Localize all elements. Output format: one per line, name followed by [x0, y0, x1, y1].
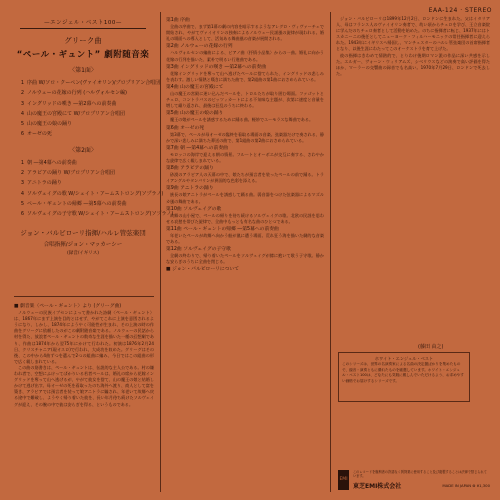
track-item: 3 イングリッドの嘆き ―第2幕への前奏曲 — [20, 100, 117, 107]
track-item: 4 山の魔王の宮殿にて W/ブロプリアン合唱団 — [20, 110, 125, 117]
barbirolli-heading: ■ ジョン・バルビローリについて — [166, 267, 240, 273]
track-item: 6 ソルヴェイグの子守歌 W/シェイト・アームストロング(ソプラノ) — [20, 211, 174, 218]
section-body: 全劇の終わりで、帰り着いたペールをソルヴェイグが膝に抱いて歌う子守歌。静かな安らぎのうちに全曲を閉じる。 — [166, 253, 324, 265]
conductor-credit: ジョン・バルビローリ指揮/ハルレ管弦楽団 — [20, 228, 146, 237]
track-item: 3 アニトラの踊り — [20, 180, 62, 187]
section-heading: 第4曲 山の魔王の宮殿にて — [166, 84, 224, 90]
section-heading: 第8曲 アラビアの踊り — [166, 166, 214, 172]
section-heading: 第5曲 山の魔王の娘の踊り — [166, 111, 224, 117]
section-heading: 第12曲 ソルヴェイグの子守歌 — [166, 247, 231, 253]
intro-text-block — [14, 302, 154, 492]
series-name: —エンジェル・ベスト100— — [20, 18, 146, 29]
section-heading: 第9曲 アニトラの踊り — [166, 186, 214, 192]
track-item: 2 アラビアの踊り W/ブロプリアン合唱団 — [20, 170, 115, 177]
performers — [14, 228, 152, 256]
section-body: 魔王の娘がペールを誘惑するために踊る曲。軽妙でユーモラスな舞曲である。 — [170, 117, 314, 123]
work-title: “ペール・ギュント” 劇附随音楽 — [16, 50, 150, 60]
section-heading: 第10曲 ソルヴェイグの歌 — [166, 206, 222, 212]
side2-label: 〈第2面〉 — [69, 146, 97, 154]
section-body: 年老いたペールが故郷へ向かう船が嵐に遭う場面。荒れ狂う海を描いた劇的な音楽である。 — [166, 233, 324, 245]
section-body: 第3幕で、ペールが母オーゼの臨終を看取る場面の音楽。弦楽器だけで奏される、静かで深い悲しみに満ちた葬送の曲で、第1組曲の第2曲におさめられている。 — [166, 131, 324, 143]
copyright-notice: このレコードを権利者の許諾なく賃貸業に使用すること及び複製することは法律で禁じられています。 — [353, 470, 487, 478]
series-note-title: ホワイト・エンジェル・ベスト — [374, 356, 434, 361]
side2-track-list — [14, 158, 174, 220]
section-heading: 第1曲 序曲 — [166, 18, 190, 23]
series-note-body: このシリーズは、世界の名演奏家による名曲の決定盤ばかりを集めたもので、録音・演奏ともに優れたものを厳選しています。ホワイト・エンジェル・ベスト100は、どなたにも気軽に親しんでいただけるよう、お求めやすい価格でお届けするシリーズです。 — [342, 362, 464, 383]
section-divider — [14, 296, 154, 297]
section-body: 族長の娘アニトラがペールを誘惑して踊る曲。弱音器をつけた弦楽器によるマズルカ風の舞曲である。 — [166, 192, 324, 204]
track-item: 1 朝 ―第4幕への前奏曲 — [20, 159, 77, 166]
section-body: 花嫁イングリッドを奪って山へ逃げたペールに捨てられた、イングリッドの悲しみを表わす。激しい情熱と嘆きに満ちた曲で、第2組曲の第1曲におさめられている。 — [166, 70, 324, 82]
section-body: 砂漠のアラビア人の天幕の中で、娘たちが預言者を装ったペールの前で踊る。トライアングルやタンバリンが異国的な色彩を添える。 — [166, 172, 324, 184]
column-divider — [330, 12, 331, 492]
biography-paragraph: 彼の指揮はきわめて情熱的で、とりわけ後期ロマン派の作品に深い共感を示した。エルガー、ヴォーン・ウィリアムズ、シベリウスなどの演奏で高い評価を得たほか、マーラーの交響曲の録音でも名高い。1970年7月29日、ロンドンで死去した。 — [336, 52, 490, 76]
catalog-number: EAA-124 · STEREO — [428, 7, 492, 14]
made-in-japan: MADE IN JAPAN ⊗ ¥1,300 — [442, 483, 490, 488]
section-body: 山の魔王の宮殿に迷い込んだペールを、トロルたちが取り囲む場面。ファゴットとチェロ、コントラバスのピッツィカートによる不気味な主題が、次第に速度と音量を増して繰り返され、最後は狂乱のうちに終わる。 — [166, 91, 324, 109]
emi-logo: EMI — [338, 470, 349, 490]
company-name: 東芝EMI株式会社 — [353, 483, 402, 490]
track-item: 6 オーゼの死 — [20, 131, 52, 138]
section-body: 故郷の山小屋で、ペールの帰りを待ち続けるソルヴェイグの歌。北欧の民謡を思わせる哀愁を帯びた旋律で、全曲中もっとも有名な曲のひとつである。 — [166, 212, 324, 224]
section-heading: 第3曲 イングリッドの嘆き ―第2幕への前奏曲 — [166, 64, 267, 70]
program-listing — [14, 18, 174, 290]
side1-label: 〈第1面〉 — [69, 67, 97, 74]
biography-paragraph: ジョン・バルビローリは1899年12月2日、ロンドンに生まれた。父はイタリア人、母はフランス人のヴァイオリン奏者で、幼い頃からチェロを学び、王立音楽院に学んだのちチェロ奏者として活動を始めた。のちに指揮者に転じ、1937年にはトスカニーニの後任としてニューヨーク・フィルハーモニックの常任指揮者に迎えられた。1943年にイギリスへ帰国し、マンチェスターのハルレ管弦楽団の首席指揮者となり、以後生涯にわたってこのオーケストラを育て上げた。 — [336, 16, 490, 52]
track-item: 5 ペール・ギュントの帰郷 ―第5幕への前奏曲 — [20, 200, 127, 207]
track-item: 2 ノルウェーの花嫁の行列 (ハルヴォルセン編) — [20, 90, 127, 97]
commentary-block — [166, 16, 324, 492]
synopsis-paragraph: この曲の筋書きは、ペール・ギュントは、伝説的な主人公である。村の嫌われ者で、空想にふけってばかりいる若者ペールは、婚礼の席から花嫁イングリッドを奪って山へ逃げるが、やがて彼女を捨て、山の魔王の娘と結婚しかけて逃げ出す。母オーゼの死を看取ったのち海外へ渡り、商人として富を築き、アラビアでは預言者を装って娘アニトラに騙され、年老いて故郷へ戻る途中で難破し、ようやく帰り着いた彼を、長い年月待ち続けたソルヴェイグが迎え、その腕の中で彼は安らぎを得る、というものである。 — [14, 364, 154, 407]
section-heading: 第7曲 朝 ―第4幕への前奏曲 — [166, 145, 228, 151]
intro-paragraph: ノルウェーの民族イプセンによって書かれた詩劇〈ペール・ギュント〉は、1867年にまず上演を目的とはせず、やがてこれに上演を意図されるようになり、しかし、1874年にようやく可能性が生まれ、その上演の時の作曲をグリーグに依頼したのがこの劇附随音楽である。ノルウェーの民話から材を得た、放浪者ペール・ギュントの数奇な生涯を描いた一種の幻想劇であり、作曲は1874年から翌75年にかけて行われた。初演は1876年2月24日、クリスチャニア(現オスロ)で行われ、大成功を収めた。グリーグはその後、この中から4曲ずつを選んで2つの組曲に編み、今日ではこの組曲の形で広く親しまれている。 — [14, 310, 154, 364]
chorus-credit: 合唱指揮/ジョン・マッカーシー — [43, 241, 123, 248]
section-heading: 第2曲 ノルウェーの花嫁の行列 — [166, 44, 233, 50]
composer: グリーク曲 — [64, 36, 102, 45]
track-item: 4 ソルヴェイグの歌 W/シェイト・アームストロング(ソプラノ) — [20, 190, 164, 197]
column-divider — [160, 12, 161, 492]
side1-track-list — [14, 78, 161, 140]
section-body: ハルヴォルセンの編曲による、ピアノ曲〈抒情小品集〉からの一曲。婚礼に向かう花嫁の行列を描いた、素朴で明るい行進曲である。 — [166, 50, 324, 62]
section-body: 全曲の序曲で、まず第1幕の劇の内容を暗示するようなアレグロ・ヴィヴァーチェで開始され、やがてヴァイオリンの独奏によるノルウェー民謡風の旋律が現われる。婚礼の場面への導入として、活気ある舞曲風の音楽が展開される。 — [166, 24, 324, 42]
recording-note: (録音/イギリス) — [67, 250, 99, 256]
biography-block — [336, 16, 490, 338]
manufacturer-label — [338, 470, 490, 492]
section-heading: 第6曲 オーゼの死 — [166, 125, 205, 131]
section-heading: 第11曲 ペール・ギュントの帰郷 ―第5幕への前奏曲 — [166, 226, 279, 232]
section-body: モロッコの海岸で迎える朝の情景。フルートとオーボエが交互に奏する、さわやかな旋律で広く親しまれている。 — [166, 151, 324, 163]
author-credit: (藤田 由之) — [418, 344, 444, 350]
track-item: 5 山の魔王の娘の踊り — [20, 121, 73, 128]
series-note-box — [338, 352, 470, 402]
intro-heading: ■ 劇音楽〈ペール・ギュント〉より (グリーグ曲) — [14, 304, 122, 309]
track-item: 1 序曲 W/ソロ・クーペン(ヴァイオリン)/ブロプリアン合唱団 — [20, 80, 161, 86]
